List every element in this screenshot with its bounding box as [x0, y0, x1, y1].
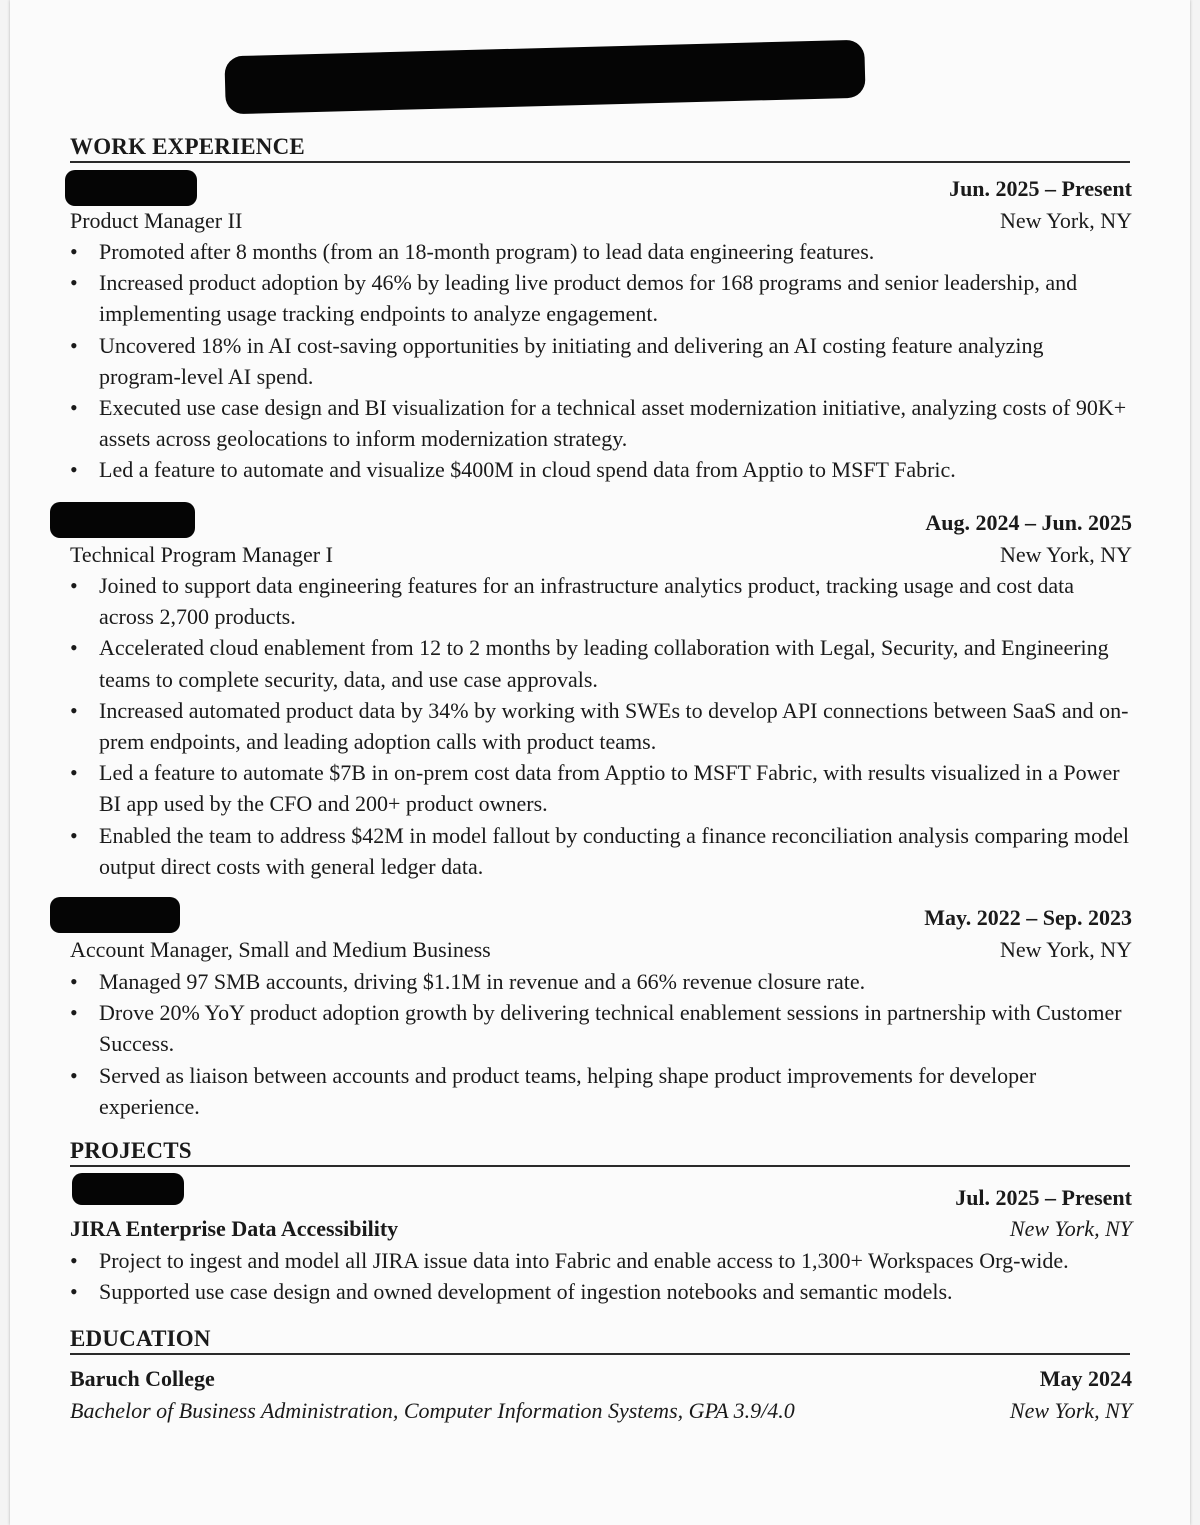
job-location: New York, NY	[999, 208, 1132, 233]
bullet: • Enabled the team to address $42M in model fallout by conducting a finance reconciliation analysis comparing model output direct costs with general ledger data.	[70, 820, 1130, 882]
job-bullets	[70, 236, 1130, 486]
education-degree: Bachelor of Business Administration, Computer Information Systems, GPA 3.9/4.0	[70, 1398, 795, 1423]
bullet: • Increased product adoption by 46% by leading live product demos for 168 programs and senior leadership, and implementing usage tracking endpoints to analyze engagement.	[70, 267, 1130, 329]
job-title: Account Manager, Small and Medium Business	[70, 937, 491, 962]
bullet: • Promoted after 8 months (from an 18-month program) to lead data engineering features.	[70, 236, 1130, 267]
bullet: • Served as liaison between accounts and product teams, helping shape product improvements for developer experience.	[70, 1060, 1130, 1122]
bullet: • Led a feature to automate $7B in on-prem cost data from Apptio to MSFT Fabric, with results visualized in a Power BI app used by the CFO and 200+ product owners.	[70, 757, 1130, 819]
bullet: • Uncovered 18% in AI cost-saving opportunities by initiating and delivering an AI costing feature analyzing program-level AI spend.	[70, 330, 1130, 392]
job-title: Product Manager II	[70, 208, 243, 233]
education-date: May 2024	[1039, 1366, 1132, 1391]
job-bullets	[70, 966, 1130, 1122]
bullet: • Supported use case design and owned development of ingestion notebooks and semantic models.	[70, 1276, 1130, 1307]
bullet: • Accelerated cloud enablement from 12 to 2 months by leading collaboration with Legal, Security, and Engineering teams to complete security, data, and use case approvals.	[70, 632, 1130, 694]
resume-page	[10, 0, 1190, 1525]
education-location: New York, NY	[1009, 1398, 1132, 1423]
project-bullets	[70, 1245, 1130, 1307]
job-location: New York, NY	[999, 542, 1132, 567]
bullet: • Joined to support data engineering features for an infrastructure analytics product, tracking usage and cost data across 2,700 products.	[70, 570, 1130, 632]
job-dates: Aug. 2024 – Jun. 2025	[925, 510, 1132, 535]
job-dates: May. 2022 – Sep. 2023	[924, 905, 1132, 930]
project-location: New York, NY	[1009, 1216, 1132, 1241]
section-title-education: EDUCATION	[70, 1326, 1130, 1355]
bullet: • Project to ingest and model all JIRA issue data into Fabric and enable access to 1,300+ Workspaces Org-wide.	[70, 1245, 1130, 1276]
project-dates: Jul. 2025 – Present	[955, 1185, 1132, 1210]
bullet: • Executed use case design and BI visualization for a technical asset modernization initiative, analyzing costs of 90K+ assets across geolocations to inform modernization strategy.	[70, 392, 1130, 454]
section-title-projects: PROJECTS	[70, 1138, 1130, 1167]
job-bullets	[70, 570, 1130, 882]
bullet: • Led a feature to automate and visualize $400M in cloud spend data from Apptio to MSFT Fabric.	[70, 454, 1130, 485]
job-location: New York, NY	[999, 937, 1132, 962]
bullet: • Managed 97 SMB accounts, driving $1.1M in revenue and a 66% revenue closure rate.	[70, 966, 1130, 997]
bullet: • Increased automated product data by 34% by working with SWEs to develop API connections between SaaS and on-prem endpoints, and leading adoption calls with product teams.	[70, 695, 1130, 757]
job-dates: Jun. 2025 – Present	[949, 176, 1132, 201]
education-school: Baruch College	[70, 1366, 215, 1391]
job-title: Technical Program Manager I	[70, 542, 333, 567]
section-title-work-experience: WORK EXPERIENCE	[70, 134, 1130, 163]
bullet: • Drove 20% YoY product adoption growth by delivering technical enablement sessions in partnership with Customer Success.	[70, 997, 1130, 1059]
project-title: JIRA Enterprise Data Accessibility	[70, 1216, 399, 1241]
